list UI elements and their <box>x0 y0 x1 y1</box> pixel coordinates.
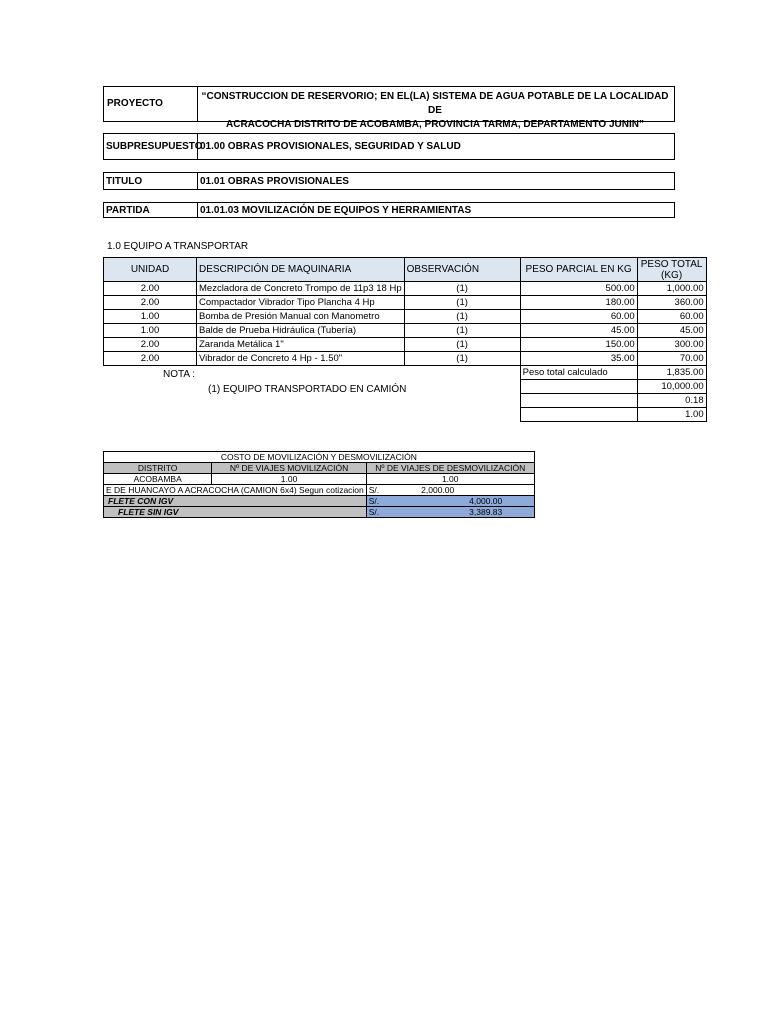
table-row <box>104 296 707 310</box>
currency-cell <box>366 496 381 507</box>
cell-unidad: 2.00 <box>104 296 197 310</box>
cell-viajes-movilizacion: 1.00 <box>212 474 366 485</box>
proyecto-line-1: “CONSTRUCCION DE RESERVORIO; EN EL(LA) SISTEMA DE AGUA POTABLE DE LA LOCALIDAD DE <box>201 91 669 116</box>
col-viajes-movilizacion: Nº DE VIAJES MOVILIZACIÓN <box>212 463 366 474</box>
cell-observacion: (1) <box>404 324 520 338</box>
cell-peso-total: 360.00 <box>637 296 706 310</box>
col-peso-total: PESO TOTAL (KG) <box>637 258 706 282</box>
flete-con-igv-label <box>104 496 367 507</box>
proyecto-line-2: ACRACOCHA DISTRITO DE ACOBAMBA, PROVINCIA TARMA, DEPARTAMENTO JUNIN” <box>226 119 644 130</box>
extra-value: 10,000.00 <box>637 380 706 394</box>
nota-label: NOTA : <box>163 369 196 380</box>
col-unidad: UNIDAD <box>104 258 197 282</box>
peso-total-label: Peso total calculado <box>520 366 637 380</box>
titulo-value: 01.01 OBRAS PROVISIONALES <box>200 176 349 187</box>
cell-viajes-desmovilizacion: 1.00 <box>366 474 534 485</box>
col-observacion: OBSERVACIÓN <box>404 258 520 282</box>
cell-observacion: (1) <box>404 310 520 324</box>
col-distrito: DISTRITO <box>104 463 212 474</box>
subpresupuesto-value: 01.00 OBRAS PROVISIONALES, SEGURIDAD Y SALUD <box>200 141 461 152</box>
table-row <box>104 474 535 485</box>
cell-descripcion: Vibrador de Concreto 4 Hp - 1.50" <box>197 352 405 366</box>
titulo-label: TITULO <box>106 176 143 187</box>
subpresupuesto-label: SUBPRESUPUESTO <box>106 141 203 152</box>
cost-table <box>103 451 535 518</box>
cell-unidad: 2.00 <box>104 282 197 296</box>
proyecto-label: PROYECTO <box>107 98 163 109</box>
cell-distrito: ACOBAMBA <box>104 474 212 485</box>
cell-unidad: 2.00 <box>104 352 197 366</box>
summary-row <box>104 394 707 408</box>
cell-peso-parcial: 500.00 <box>520 282 637 296</box>
currency-label: S/. <box>368 507 380 517</box>
peso-total-value: 1,835.00 <box>637 366 706 380</box>
cell-peso-total: 300.00 <box>637 338 706 352</box>
partida-value: 01.01.03 MOVILIZACIÓN DE EQUIPOS Y HERRAMIENTAS <box>200 205 472 216</box>
summary-row <box>104 408 707 422</box>
table-row <box>104 485 535 496</box>
cell-peso-parcial: 150.00 <box>520 338 637 352</box>
cell-descripcion: Zaranda Metálica 1" <box>197 338 405 352</box>
cell-peso-parcial: 60.00 <box>520 310 637 324</box>
proyecto-name <box>200 90 670 132</box>
cost-title-row <box>104 452 535 463</box>
col-viajes-desmovilizacion: Nº DE VIAJES DE DESMOVILIZACIÓN <box>366 463 534 474</box>
currency-cell <box>366 507 381 518</box>
extra-value: 1.00 <box>637 408 706 422</box>
flete-value: 2,000.00 <box>381 485 534 496</box>
cell-descripcion: Bomba de Presión Manual con Manometro <box>197 310 405 324</box>
col-descripcion: DESCRIPCIÓN DE MAQUINARIA <box>197 258 405 282</box>
cell-peso-total: 1,000.00 <box>637 282 706 296</box>
table-row <box>104 310 707 324</box>
table-row <box>104 352 707 366</box>
titulo-box <box>103 172 675 190</box>
cost-title: COSTO DE MOVILIZACIÓN Y DESMOVILIZACIÓN <box>104 452 535 463</box>
cell-descripcion: Balde de Prueba Hidráulica (Tubería) <box>197 324 405 338</box>
cell-observacion: (1) <box>404 338 520 352</box>
table-row <box>104 282 707 296</box>
currency-label: S/. <box>368 485 380 495</box>
currency-cell <box>366 485 381 496</box>
cell-unidad: 1.00 <box>104 310 197 324</box>
flete-sin-igv-text: FLETE SIN IGV <box>118 507 179 517</box>
proyecto-box <box>103 86 675 130</box>
equipment-table <box>103 257 707 422</box>
extra-value: 0.18 <box>637 394 706 408</box>
cell-peso-total: 45.00 <box>637 324 706 338</box>
table-row <box>104 507 535 518</box>
partida-box <box>103 202 675 218</box>
flete-con-igv-text: FLETE CON IGV <box>108 496 174 506</box>
cost-header-row <box>104 463 535 474</box>
cell-observacion: (1) <box>404 296 520 310</box>
nota-text: (1) EQUIPO TRANSPORTADO EN CAMIÓN <box>208 384 407 395</box>
equipment-header-row <box>104 258 707 282</box>
currency-label: S/. <box>368 496 380 506</box>
flete-sin-igv-label <box>104 507 367 518</box>
cell-descripcion: Mezcladora de Concreto Trompo de 11p3 18 Hp <box>197 282 405 296</box>
cell-unidad: 1.00 <box>104 324 197 338</box>
cell-peso-parcial: 45.00 <box>520 324 637 338</box>
cell-peso-total: 70.00 <box>637 352 706 366</box>
partida-label: PARTIDA <box>106 205 150 216</box>
flete-description <box>104 485 367 496</box>
table-row <box>104 338 707 352</box>
col-peso-parcial: PESO PARCIAL EN KG <box>520 258 637 282</box>
equipment-section-title: 1.0 EQUIPO A TRANSPORTAR <box>107 241 249 252</box>
cell-observacion: (1) <box>404 352 520 366</box>
cell-unidad: 2.00 <box>104 338 197 352</box>
cell-descripcion: Compactador Vibrador Tipo Plancha 4 Hp <box>197 296 405 310</box>
cell-peso-total: 60.00 <box>637 310 706 324</box>
flete-con-igv-value: 4,000.00 <box>381 496 534 507</box>
flete-description-text: E DE HUANCAYO A ACRACOCHA (CAMION 6x4) Segun cotizacion <box>106 485 364 495</box>
cell-peso-parcial: 35.00 <box>520 352 637 366</box>
table-row <box>104 496 535 507</box>
table-row <box>104 324 707 338</box>
flete-sin-igv-value: 3,389.83 <box>381 507 534 518</box>
subpresupuesto-box <box>103 133 675 160</box>
cell-peso-parcial: 180.00 <box>520 296 637 310</box>
cell-observacion: (1) <box>404 282 520 296</box>
